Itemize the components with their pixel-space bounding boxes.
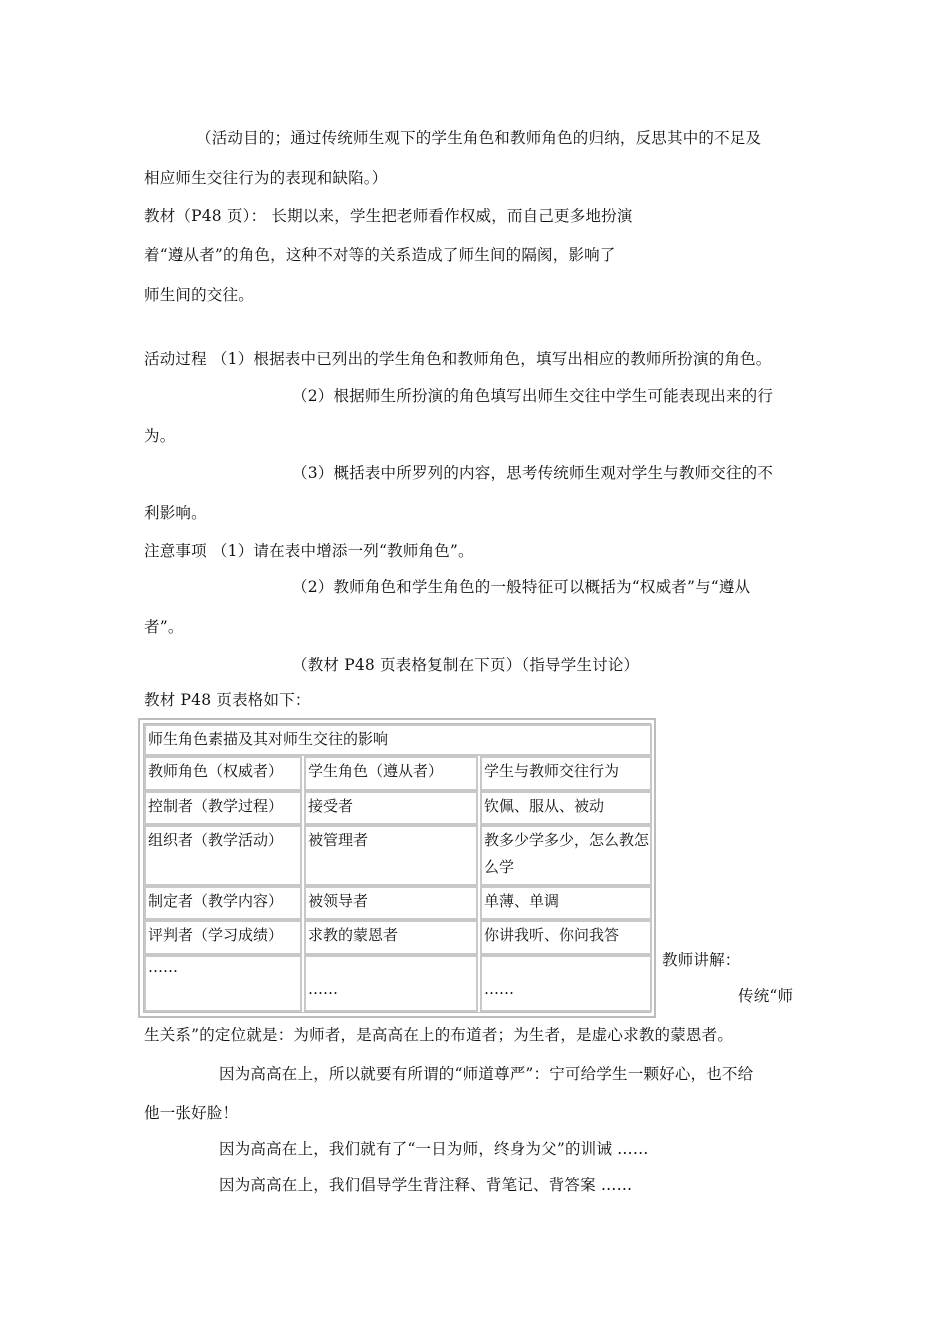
activity-process-step2-cont: 为。	[144, 427, 176, 445]
explanation-line6: 因为高高在上，我们倡导学生背注释、背笔记、背答案 ……	[219, 1176, 633, 1194]
cell-text: 控制者（教学过程）	[148, 797, 284, 815]
explanation-line3: 因为高高在上，所以就要有所谓的“师道尊严”：宁可给学生一颗好心，也不给	[219, 1065, 754, 1083]
table-cell	[144, 920, 302, 955]
table-cell	[480, 920, 652, 955]
paragraph-textbook-line2: 着“遵从者”的角色，这种不对等的关系造成了师生间的隔阂，影响了	[144, 246, 616, 264]
paragraph-textbook-line3: 师生间的交往。	[144, 286, 254, 304]
activity-process-step2: （2）根据师生所扮演的角色填写出师生交往中学生可能表现出来的行	[292, 387, 774, 405]
teacher-explanation-label: 教师讲解：	[662, 951, 741, 969]
roles-table-inner	[143, 723, 651, 1013]
cell-text: 接受者	[308, 797, 354, 815]
cell-text: 教多少学多少，怎么教怎么学	[484, 831, 650, 876]
cell-text: 你讲我听、你问我答	[484, 926, 620, 944]
cell-text: ……	[148, 958, 178, 976]
explanation-line1: 传统“师	[738, 987, 794, 1005]
table-copy-note: （教材 P48 页表格复制在下页）（指导学生讨论）	[292, 656, 640, 674]
table-cell	[304, 920, 478, 955]
table-cell	[144, 955, 302, 1012]
cell-text: ……	[484, 980, 514, 998]
table-cell	[304, 886, 478, 920]
activity-process-step3: （3）概括表中所罗列的内容，思考传统师生观对学生与教师交往的不	[292, 464, 774, 482]
cell-text: 求教的蒙恩者	[308, 926, 399, 944]
cell-text: 被管理者	[308, 831, 369, 849]
table-cell	[480, 825, 652, 886]
table-cell	[480, 791, 652, 825]
paragraph-purpose-line1: （活动目的；通过传统师生观下的学生角色和教师角色的归纳，反思其中的不足及	[196, 129, 762, 147]
explanation-line4: 他一张好脸！	[144, 1104, 239, 1122]
roles-table	[138, 718, 656, 1018]
table-cell	[304, 825, 478, 886]
explanation-line2: 生关系”的定位就是：为师者，是高高在上的布道者；为生者，是虚心求教的蒙恩者。	[144, 1026, 734, 1044]
cell-text: 单薄、单调	[484, 892, 560, 910]
table-cell	[144, 886, 302, 920]
notes-item2-cont: 者”。	[144, 618, 184, 636]
cell-text: ……	[308, 980, 338, 998]
cell-text: 被领导者	[308, 892, 369, 910]
table-cell	[480, 886, 652, 920]
header-interaction-behavior: 学生与教师交往行为	[484, 762, 620, 780]
cell-text: 钦佩、服从、被动	[484, 797, 605, 815]
header-student-role: 学生角色（遵从者）	[308, 762, 444, 780]
table-cell	[304, 955, 478, 1012]
activity-process-step3-cont: 利影响。	[144, 504, 207, 522]
paragraph-textbook-line1: 教材（P48 页）： 长期以来，学生把老师看作权威，而自己更多地扮演	[144, 207, 633, 225]
activity-process-step1: 活动过程 （1）根据表中已列出的学生角色和教师角色，填写出相应的教师所扮演的角色。	[144, 350, 772, 368]
table-title-cell	[144, 724, 652, 756]
header-teacher-role: 教师角色（权威者）	[148, 762, 284, 780]
cell-text: 评判者（学习成绩）	[148, 926, 284, 944]
table-header-cell	[144, 756, 302, 791]
table-header-cell	[480, 756, 652, 791]
paragraph-purpose-line2: 相应师生交往行为的表现和缺陷。）	[144, 169, 388, 187]
table-cell	[144, 791, 302, 825]
notes-item1: 注意事项 （1）请在表中增添一列“教师角色”。	[144, 542, 474, 560]
table-header-cell	[304, 756, 478, 791]
notes-item2: （2）教师角色和学生角色的一般特征可以概括为“权威者”与“遵从	[292, 578, 751, 596]
table-cell	[144, 825, 302, 886]
cell-text: 组织者（教学活动）	[148, 831, 284, 849]
table-title: 师生角色素描及其对师生交往的影响	[148, 730, 389, 748]
table-cell	[480, 955, 652, 1012]
table-cell	[304, 791, 478, 825]
cell-text: 制定者（教学内容）	[148, 892, 284, 910]
explanation-line5: 因为高高在上，我们就有了“一日为师，终身为父”的训诫 ……	[219, 1140, 649, 1158]
table-intro: 教材 P48 页表格如下：	[144, 691, 311, 709]
